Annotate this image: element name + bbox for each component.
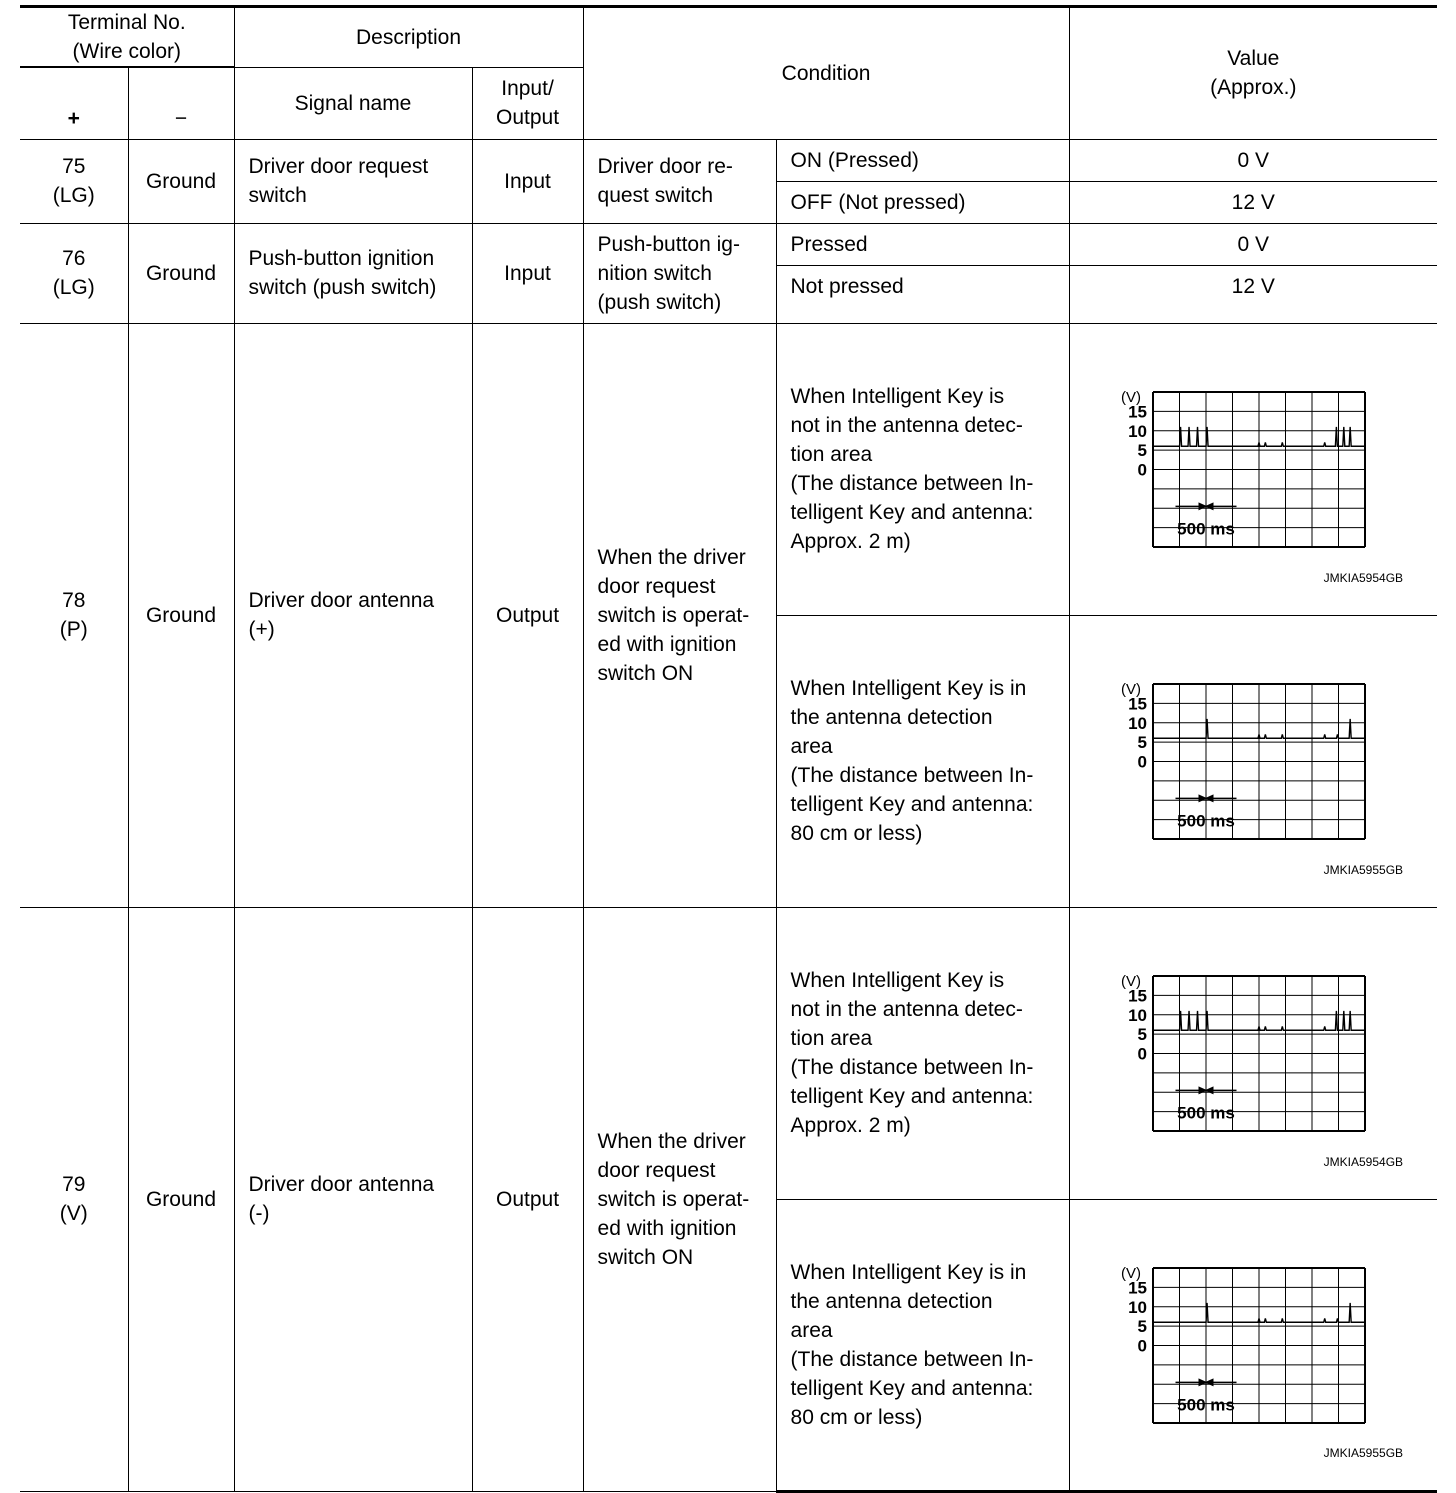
- terminal-cell: 78 (P): [20, 323, 128, 907]
- condition-detail-cell: Not pressed: [776, 265, 1069, 323]
- terminal-cell: 76 (LG): [20, 223, 128, 323]
- input-output-cell: Output: [472, 323, 583, 907]
- signal-name-cell: Push-button ignition switch (push switch): [234, 223, 472, 323]
- condition-detail-cell: Pressed: [776, 223, 1069, 265]
- value-cell: 12 V: [1069, 181, 1437, 223]
- ground-cell: Ground: [128, 907, 234, 1491]
- y-tick-label: 5: [1137, 1025, 1148, 1045]
- y-tick-label: 15: [1128, 1277, 1148, 1297]
- y-unit-label: (V): [1121, 389, 1142, 406]
- header-signal-name: Signal name: [234, 67, 472, 139]
- ground-cell: Ground: [128, 223, 234, 323]
- header-input-output: Input/ Output: [472, 67, 583, 139]
- table-row: [20, 907, 1437, 1199]
- value-cell: 0 V: [1069, 139, 1437, 181]
- condition-detail-cell: ON (Pressed): [776, 139, 1069, 181]
- value-cell: 0 V: [1069, 223, 1437, 265]
- condition-detail-cell: When Intelligent Key is not in the antenna detec- tion area (The distance between In- telligent Key and antenna: Approx. 2 m): [776, 907, 1069, 1199]
- value-cell: 12 V: [1069, 265, 1437, 323]
- waveform-cell: [1069, 907, 1437, 1199]
- input-output-cell: Input: [472, 223, 583, 323]
- y-tick-label: 10: [1128, 1297, 1148, 1317]
- condition-detail-cell: When Intelligent Key is in the antenna detection area (The distance between In- telligent Key and antenna: 80 cm or less): [776, 1199, 1069, 1491]
- y-tick-label: 15: [1128, 986, 1148, 1006]
- condition-main-cell: When the driver door request switch is operat- ed with ignition switch ON: [583, 323, 776, 907]
- y-tick-label: 0: [1137, 752, 1148, 772]
- figure-code: JMKIA5955GB: [1323, 862, 1404, 877]
- y-unit-label: (V): [1121, 973, 1142, 990]
- input-output-cell: Input: [472, 139, 583, 223]
- table-row: [20, 139, 1437, 181]
- table-row: [20, 323, 1437, 615]
- y-tick-label: 10: [1128, 713, 1148, 733]
- signal-name-cell: Driver door request switch: [234, 139, 472, 223]
- waveform-chart: [1093, 963, 1393, 1143]
- signal-name-cell: Driver door antenna (-): [234, 907, 472, 1491]
- header-condition: Condition: [583, 7, 1069, 140]
- time-scale-label: 500 ms: [1177, 1395, 1236, 1415]
- header-description: Description: [234, 7, 583, 68]
- signal-name-cell: Driver door antenna (+): [234, 323, 472, 907]
- y-unit-label: (V): [1121, 681, 1142, 698]
- y-tick-label: 5: [1137, 441, 1148, 461]
- y-tick-label: 0: [1137, 1336, 1148, 1355]
- ground-cell: Ground: [128, 323, 234, 907]
- y-tick-label: 10: [1128, 421, 1148, 441]
- condition-main-cell: Push-button ig- nition switch (push switch): [583, 223, 776, 323]
- waveform-chart: [1093, 379, 1393, 559]
- condition-detail-cell: When Intelligent Key is in the antenna detection area (The distance between In- telligent Key and antenna: 80 cm or less): [776, 615, 1069, 907]
- terminal-spec-table: [20, 5, 1437, 1493]
- table-row: [20, 223, 1437, 265]
- y-unit-label: (V): [1121, 1264, 1142, 1282]
- condition-detail-cell: OFF (Not pressed): [776, 181, 1069, 223]
- figure-code: JMKIA5955GB: [1323, 1445, 1404, 1460]
- y-tick-label: 15: [1128, 402, 1148, 422]
- header-value: Value (Approx.): [1069, 7, 1437, 140]
- time-scale-label: 500 ms: [1177, 811, 1236, 831]
- condition-detail-cell: When Intelligent Key is not in the antenna detec- tion area (The distance between In- telligent Key and antenna: Approx. 2 m): [776, 323, 1069, 615]
- time-scale-label: 500 ms: [1177, 1103, 1236, 1123]
- waveform-cell: [1069, 615, 1437, 907]
- input-output-cell: Output: [472, 907, 583, 1491]
- header-plus: +: [20, 67, 128, 139]
- waveform-cell: [1069, 1199, 1437, 1491]
- waveform-chart: [1093, 1255, 1393, 1435]
- terminal-cell: 75 (LG): [20, 139, 128, 223]
- condition-main-cell: Driver door re- quest switch: [583, 139, 776, 223]
- terminal-cell: 79 (V): [20, 907, 128, 1491]
- waveform-cell: [1069, 323, 1437, 615]
- header-terminal: Terminal No. (Wire color): [20, 7, 234, 68]
- ground-cell: Ground: [128, 139, 234, 223]
- figure-code: JMKIA5954GB: [1323, 1154, 1404, 1169]
- waveform-chart: [1093, 671, 1393, 851]
- condition-main-cell: When the driver door request switch is operat- ed with ignition switch ON: [583, 907, 776, 1491]
- y-tick-label: 5: [1137, 1316, 1148, 1336]
- y-tick-label: 0: [1137, 1044, 1148, 1064]
- y-tick-label: 5: [1137, 733, 1148, 753]
- y-tick-label: 15: [1128, 694, 1148, 714]
- y-tick-label: 10: [1128, 1005, 1148, 1025]
- y-tick-label: 0: [1137, 460, 1148, 480]
- header-minus: −: [128, 67, 234, 139]
- figure-code: JMKIA5954GB: [1323, 570, 1404, 585]
- time-scale-label: 500 ms: [1177, 519, 1236, 539]
